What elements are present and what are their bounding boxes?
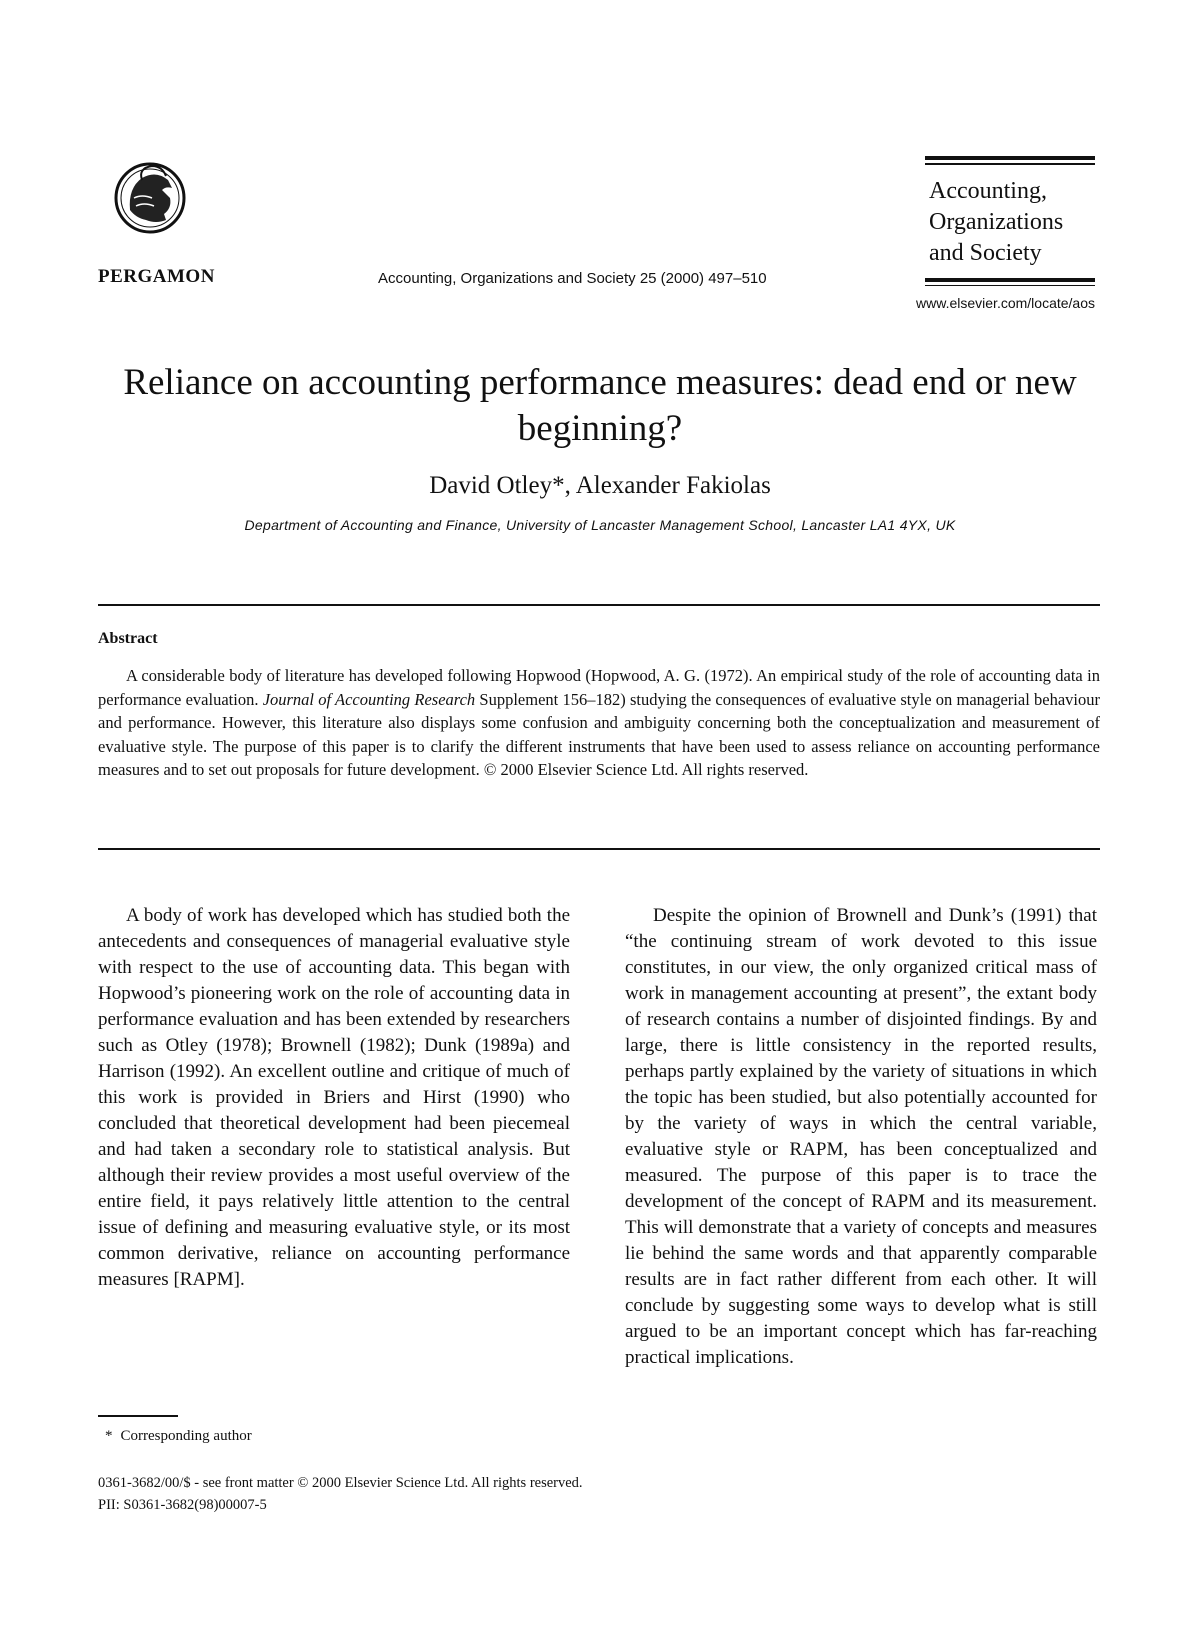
abstract-text-part: A considerable body of literature has developed following Hopwood (Hopwood, A. G. (1972). An empirical study of the role of accounting data in performance evaluation.: [98, 666, 1100, 709]
article-title: Reliance on accounting performance measures: dead end or new beginning?: [123, 362, 1077, 449]
divider: [98, 848, 1100, 850]
footnote: [105, 1428, 252, 1445]
body-column-left: A body of work has developed which has studied both the antecedents and consequences of managerial evaluative style with respect to the use of accounting data. This began with Hopwood’s pioneering work on the role of accounting data in performance evaluation and has been extended by researchers such as Otley (1978); Brownell (1982); Dunk (1989a) and Harrison (1992). An excellent outline and critique of much of this work is provided in Briers and Hirst (1990) who concluded that theoretical development had been piecemeal and had taken a secondary role to statistical analysis. But although their review provides a most useful overview of the entire field, it pays relatively little attention to the central issue of defining and measuring evaluative style, or its most common derivative, reliance on accounting performance measures [RAPM].: [98, 905, 570, 1290]
journal-name-line: Organizations: [929, 208, 1064, 235]
abstract-heading: Abstract: [98, 630, 158, 647]
article-authors: David Otley*, Alexander Fakiolas: [429, 472, 771, 499]
footnote-rule: [98, 1415, 178, 1417]
footnote-text: Corresponding author: [120, 1428, 252, 1444]
pii-line: PII: S0361-3682(98)00007-5: [98, 1497, 267, 1513]
journal-citation: Accounting, Organizations and Society 25 (2000) 497–510: [378, 270, 767, 287]
journal-masthead: [925, 156, 1095, 286]
masthead-rule-bottom-thin: [925, 285, 1095, 287]
publisher-name: PERGAMON: [98, 266, 215, 287]
journal-name: [925, 165, 1095, 278]
journal-name-line: Accounting,: [929, 177, 1047, 204]
footnote-marker: *: [105, 1428, 113, 1444]
masthead-rule-bottom: [925, 278, 1095, 282]
divider: [98, 604, 1100, 606]
journal-url-link[interactable]: www.elsevier.com/locate/aos: [916, 295, 1095, 311]
author-affiliation: Department of Accounting and Finance, University of Lancaster Management School, Lancaster LA1 4YX, UK: [244, 517, 956, 533]
body-column-right: Despite the opinion of Brownell and Dunk’s (1991) that “the continuing stream of work devoted to this issue constitutes, in our view, the only organized critical mass of work in management accounting at present”, the extant body of research contains a number of disjointed findings. By and large, there is little consistency in the reported results, perhaps partly explained by the variety of situations in which the topic has been studied, but also potentially accounted for by the variety of ways in which the central variable, evaluative style or RAPM, has been conceptualized and measured. The purpose of this paper is to trace the development of the concept of RAPM and its measurement. This will demonstrate that a variety of concepts and measures lie behind the same words and that apparently comparable results are in fact rather different from each other. It will conclude by suggesting some ways to develop what is still argued to be an important concept which has far-reaching practical implications.: [625, 905, 1097, 1368]
athena-helmet-icon: [112, 158, 192, 256]
abstract-journal-italic: Journal of Accounting Research: [262, 689, 476, 709]
journal-name-line: and Society: [929, 239, 1042, 266]
abstract-text: [98, 664, 1100, 782]
issn-line: 0361-3682/00/$ - see front matter © 2000 Elsevier Science Ltd. All rights reserved.: [98, 1475, 583, 1491]
masthead-rule-top: [925, 156, 1095, 160]
abstract-text-part: Supplement 156–182) studying the consequences of evaluative style on managerial behaviour and performance. However, this literature also displays some confusion and ambiguity concerning both the conceptualization and measurement of evaluative style. The purpose of this paper is to clarify the different instruments that have been used to assess reliance on accounting performance measures and to set out proposals for future development. © 2000 Elsevier Science Ltd. All rights reserved.: [98, 689, 1101, 779]
